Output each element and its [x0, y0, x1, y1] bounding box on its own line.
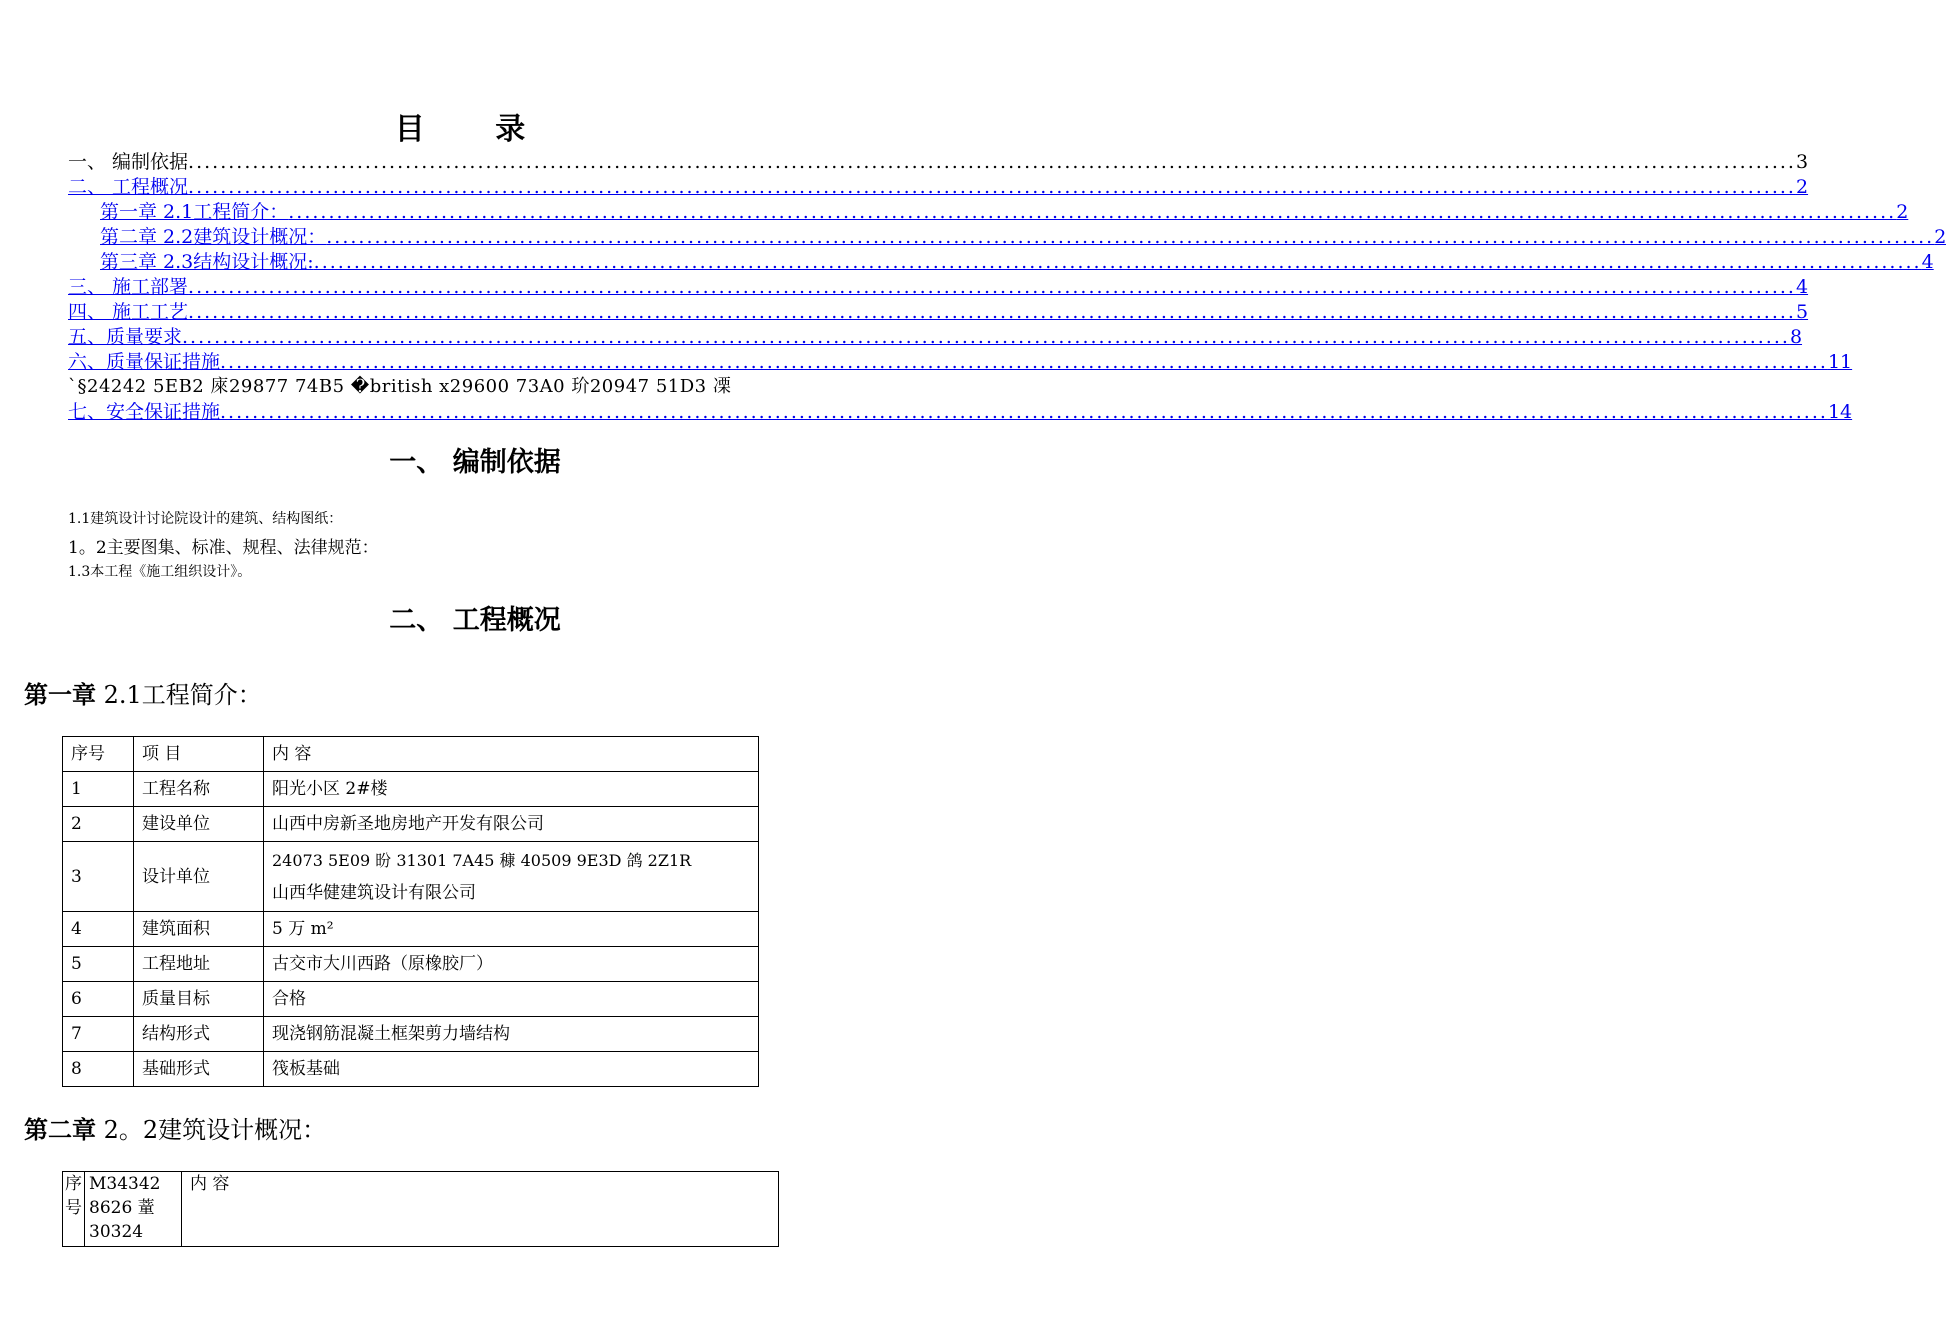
toc-entry[interactable] [68, 249, 1934, 274]
toc-entry[interactable] [68, 174, 1809, 199]
table-cell: 工程地址 [134, 947, 264, 982]
toc-page-number: 14 [1827, 401, 1853, 423]
table-cell: 结构形式 [134, 1017, 264, 1052]
table-cell: 8 [63, 1052, 134, 1087]
toc-entry-label: 四、 施工工艺 [68, 301, 189, 323]
toc-entry-label: 六、质量保证措施 [68, 351, 221, 373]
table-cell: 筏板基础 [264, 1052, 759, 1087]
toc-entry-label: 七、安全保证措施 [68, 401, 221, 423]
toc-leader-dots: ........................................................................................................................................................................................................ [188, 151, 1796, 173]
table-row [63, 1052, 759, 1087]
header-cell-content: 内 容 [182, 1172, 779, 1247]
toc-leader-dots: ........................................................................................................................................................................................................ [326, 226, 1935, 248]
header-cell: 项 目 [134, 737, 264, 772]
toc-leader-dots: ........................................................................................................................................................................................................ [182, 326, 1790, 348]
toc-page-number: 3 [1795, 151, 1809, 173]
table-cell: 6 [63, 982, 134, 1017]
table-cell: 4 [63, 912, 134, 947]
toc-entry[interactable] [68, 349, 1853, 374]
toc-leader-dots: ........................................................................................................................................................................................................ [220, 401, 1828, 423]
header-cell: 内 容 [264, 737, 759, 772]
table-cell: 设计单位 [134, 842, 264, 912]
toc-page-number: 2 [1934, 226, 1946, 248]
table-cell: 1 [63, 772, 134, 807]
toc-entry-label: 第一章 2.1工程简介： [100, 201, 289, 223]
toc-leader-dots: ........................................................................................................................................................................................................ [188, 176, 1796, 198]
table-cell: 质量目标 [134, 982, 264, 1017]
toc-entry-label: 第二章 2.2建筑设计概况： [100, 226, 327, 248]
basis-item-3: 1.3本工程《施工组织设计》。 [68, 564, 252, 580]
toc-entry-label: 第三章 2.3结构设计概况: [100, 251, 314, 273]
header-cell-index: 序号 [63, 1172, 85, 1247]
table-row [63, 772, 759, 807]
toc-page-number: 11 [1827, 351, 1853, 373]
table-cell: 古交市大川西路（原橡胶厂） [264, 947, 759, 982]
table-cell: 山西中房新圣地房地产开发有限公司 [264, 807, 759, 842]
toc-leader-dots: ........................................................................................................................................................................................................ [188, 276, 1796, 298]
table-cell: 7 [63, 1017, 134, 1052]
toc-entry-label: 二、 工程概况 [68, 176, 189, 198]
section-heading-overview: 二、 工程概况 [389, 605, 561, 636]
table-cell: 3 [63, 842, 134, 912]
table-header-row [63, 737, 759, 772]
table-row [63, 842, 759, 912]
table-cell: 合格 [264, 982, 759, 1017]
toc-leader-dots: ........................................................................................................................................................................................................ [220, 351, 1828, 373]
toc-leader-dots: ........................................................................................................................................................................................................ [188, 301, 1796, 323]
toc-entry[interactable] [68, 224, 1946, 249]
toc-page-number: 4 [1921, 251, 1934, 273]
chapter-heading-1: 第一章 2.1工程简介： [24, 681, 262, 709]
chapter-heading-2: 第二章 2。2建筑设计概况： [24, 1116, 327, 1144]
header-cell-item: M34342 8626 蕫 30324 [85, 1172, 182, 1247]
basis-item-1: 1.1建筑设计讨论院设计的建筑、结构图纸： [68, 511, 343, 527]
table-of-contents [68, 149, 1946, 424]
table-row [63, 807, 759, 842]
table-cell: 阳光小区 2#楼 [264, 772, 759, 807]
toc-entry-label: 五、质量要求 [68, 326, 183, 348]
table-row [63, 1017, 759, 1052]
table-cell: 基础形式 [134, 1052, 264, 1087]
table-cell: 2 [63, 807, 134, 842]
table-cell: 现浇钢筋混凝土框架剪力墙结构 [264, 1017, 759, 1052]
toc-page-number: 2 [1896, 201, 1909, 223]
toc-entry[interactable] [68, 299, 1809, 324]
toc-entry-label: 一、 编制依据 [68, 151, 189, 173]
table-cell: 建筑面积 [134, 912, 264, 947]
table-cell: 5 万 m² [264, 912, 759, 947]
toc-page-number: 5 [1795, 301, 1809, 323]
toc-entry[interactable] [68, 399, 1853, 424]
table-row [63, 947, 759, 982]
toc-page-number: 2 [1795, 176, 1809, 198]
table-header-row [63, 1172, 779, 1247]
header-cell: 序号 [63, 737, 134, 772]
toc-entry[interactable] [68, 324, 1803, 349]
toc-entry [68, 149, 1809, 174]
table-row [63, 982, 759, 1017]
toc-page-number: 4 [1795, 276, 1809, 298]
table-cell [264, 842, 759, 912]
table-cell-line: 24073 5E09 昐 31301 7A45 穅 40509 9E3D 鸽 2Z1R [272, 850, 692, 870]
toc-entry[interactable] [68, 274, 1809, 299]
basis-item-2: 1。2主要图集、标准、规程、法律规范： [68, 538, 379, 558]
table-cell: 建设单位 [134, 807, 264, 842]
table-cell: 工程名称 [134, 772, 264, 807]
toc-entry [68, 374, 730, 399]
table-cell-line: 山西华健建筑设计有限公司 [272, 882, 476, 903]
toc-leader-dots: ........................................................................................................................................................................................................ [313, 251, 1922, 273]
project-info-table [62, 736, 759, 1087]
table-cell: 5 [63, 947, 134, 982]
toc-page-number: 8 [1789, 326, 1803, 348]
toc-entry[interactable] [68, 199, 1909, 224]
toc-leader-dots: ........................................................................................................................................................................................................ [288, 201, 1897, 223]
toc-entry-label: 三、 施工部署 [68, 276, 189, 298]
section-heading-basis: 一、 编制依据 [389, 447, 561, 478]
design-overview-table [62, 1171, 779, 1247]
toc-entry-label: `§24242 5EB2 庲29877 74B5 �british x29600 73A0 玠20947 51D3 凓 [68, 376, 732, 397]
table-row [63, 912, 759, 947]
toc-title: 目 录 [394, 112, 556, 147]
